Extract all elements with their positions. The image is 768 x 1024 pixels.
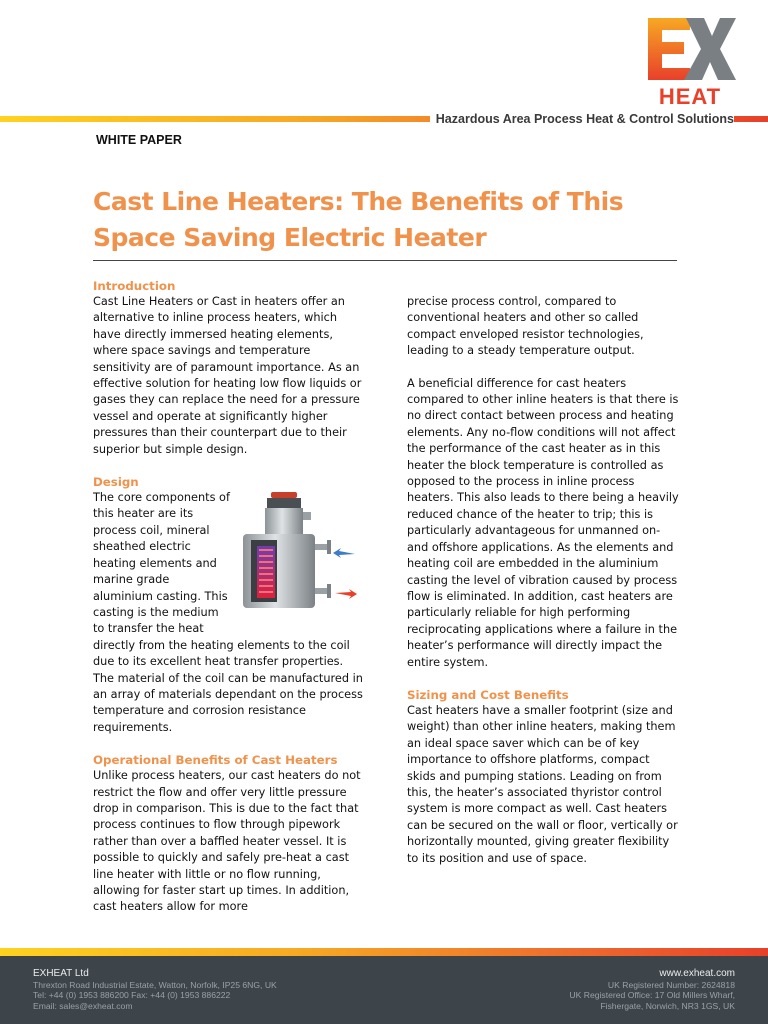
logo-wordmark: HEAT xyxy=(658,84,722,109)
section-body-design: The core components of this heater are its process coil, mineral sheathed electric heating elements and marine grade aluminium casting. This casting is the medium to transfer the heat directly from the heating elements to the coil due to its excellent heat transfer properties. The material of the coil can be manufactured in an array of materials dependant on the process temperature and corrosion resistance requirements. xyxy=(93,491,363,734)
title-divider xyxy=(93,260,677,261)
page-title: Cast Line Heaters: The Benefits of This Space Saving Electric Heater xyxy=(93,187,624,252)
section-body-introduction: Cast Line Heaters or Cast in heaters offer an alternative to inline process heaters, which have directly immersed heating elements, where space savings and temperature sensitivity are of paramount importance. As an effective solution for heating low flow liquids or gases they can replace the need for a pressure vessel and operate at significantly higher pressures than their counterpart due to their superior but simple design. xyxy=(93,295,362,456)
footer-address: Threxton Road Industrial Estate, Watton, Norfolk, IP25 6NG, UK xyxy=(33,980,277,990)
page-footer xyxy=(0,956,768,1024)
section-heading-introduction: Introduction xyxy=(93,279,176,293)
section-body-operational-benefits: Unlike process heaters, our cast heaters do not restrict the flow and offer very little pressure drop in comparison. This is due to the fact that process continues to flow through pipework rather than over a baffled heater vessel. It is possible to quickly and safely pre-heat a cast line heater with little or no flow running, allowing for faster start up times. In addition, cast heaters allow for more xyxy=(93,769,361,914)
footer-reg-office-line-2: Fishergate, Norwich, NR3 1GS, UK xyxy=(600,1000,735,1011)
footer-accent-band xyxy=(0,948,768,956)
company-tagline: Hazardous Area Process Heat & Control Solutions xyxy=(430,112,734,126)
section-heading-design: Design xyxy=(93,475,139,490)
right-column xyxy=(407,294,679,883)
section-heading-sizing-cost: Sizing and Cost Benefits xyxy=(407,687,569,702)
ex-logo-icon xyxy=(646,18,736,80)
footer-phone: Tel: +44 (0) 1953 886200 Fax: +44 (0) 1953 886222 xyxy=(33,990,231,1001)
cast-heater-illustration xyxy=(237,490,363,620)
section-heading-operational-benefits: Operational Benefits of Cast Heaters xyxy=(93,753,338,768)
section-body-operational-continued: precise process control, compared to conventional heaters and other so called compact enveloped resistor technologies, leading to a steady temperature output. xyxy=(407,295,644,358)
footer-reg-office-line-1: UK Registered Office: 17 Old Millers Wharf, xyxy=(569,990,735,1001)
section-body-sizing-cost: Cast heaters have a smaller footprint (size and weight) than other inline heaters, making them an ideal space saver which can be of key importance to offshore platforms, compact skids and pumping stations. Leading on from this, the heater’s associated thyristor control system is more compact as well. Cast heaters can be secured on the wall or floor, vertically or horizontally mounted, giving greater flexibility to its position and use of space. xyxy=(407,703,678,865)
left-column xyxy=(93,278,363,932)
footer-website-link[interactable]: www.exheat.com xyxy=(659,968,735,979)
footer-reg-number: UK Registered Number: 2624818 xyxy=(607,980,735,990)
footer-registration xyxy=(569,968,735,1011)
document-type-label: WHITE PAPER xyxy=(96,133,182,147)
section-body-beneficial-difference: A beneficial difference for cast heaters compared to other inline heaters is that there is no direct contact between process and heating elements. Any no-flow conditions will not affect the performance of the cast heater as in this heater the block temperature is controlled as opposed to the process in inline process heaters. This also leads to there being a heavily reduced chance of the heater to trip; this is particularly advantageous for unmanned on- and offshore applications. As the elements and heating coil are embedded in the aluminium casting the level of vibration caused by process flow is eliminated. In addition, cast heaters are particularly reliable for high performing reciprocating applications where a failure in the heater’s performance will directly impact the entire system. xyxy=(407,376,679,669)
footer-contact xyxy=(33,968,277,1011)
footer-company-name: EXHEAT Ltd xyxy=(33,968,89,979)
footer-email-link[interactable]: Email: sales@exheat.com xyxy=(33,1000,133,1011)
exheat-logo xyxy=(640,18,740,110)
